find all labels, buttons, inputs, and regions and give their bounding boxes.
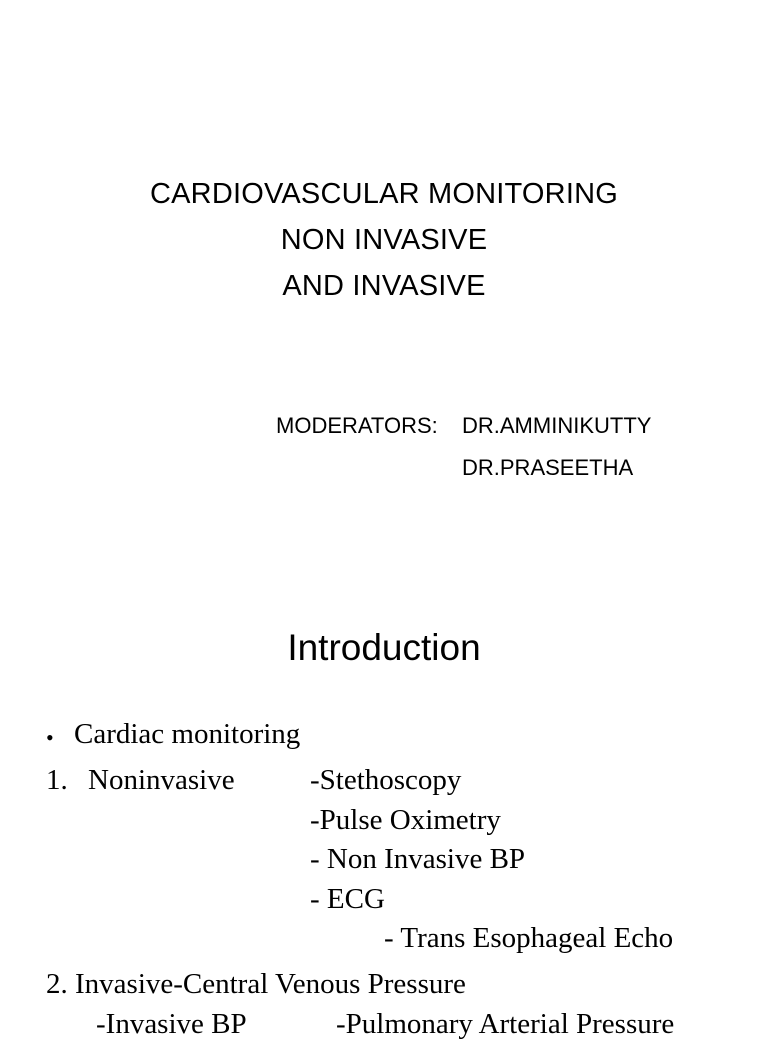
subitem-ecg: - ECG — [310, 883, 385, 915]
moderator-name-1: DR.AMMINIKUTTY — [462, 413, 652, 438]
title-line-1: CARDIOVASCULAR MONITORING — [150, 178, 618, 210]
item1-number: 1. — [46, 764, 68, 796]
intro-heading: Introduction — [287, 627, 481, 668]
subitem-pulse-oximetry: -Pulse Oximetry — [310, 804, 501, 836]
title-line-2: NON INVASIVE — [280, 224, 488, 256]
moderator-name-2: DR.PRASEETHA — [462, 455, 634, 480]
subitem-stethoscopy: -Stethoscopy — [310, 764, 462, 796]
bullet-dot: • — [46, 725, 54, 750]
item1-label: Noninvasive — [88, 764, 235, 796]
title-line-3: AND INVASIVE — [282, 270, 486, 302]
item2-pulmonary-arterial-pressure: -Pulmonary Arterial Pressure — [336, 1008, 675, 1040]
item2-invasive-bp: -Invasive BP — [96, 1008, 247, 1040]
subitem-trans-esophageal-echo: - Trans Esophageal Echo — [384, 922, 674, 954]
item2-line1: 2. Invasive-Central Venous Pressure — [46, 968, 466, 1000]
subitem-non-invasive-bp: - Non Invasive BP — [310, 843, 526, 875]
bullet-cardiac-monitoring: Cardiac monitoring — [74, 718, 301, 750]
moderators-label: MODERATORS: — [276, 413, 438, 438]
